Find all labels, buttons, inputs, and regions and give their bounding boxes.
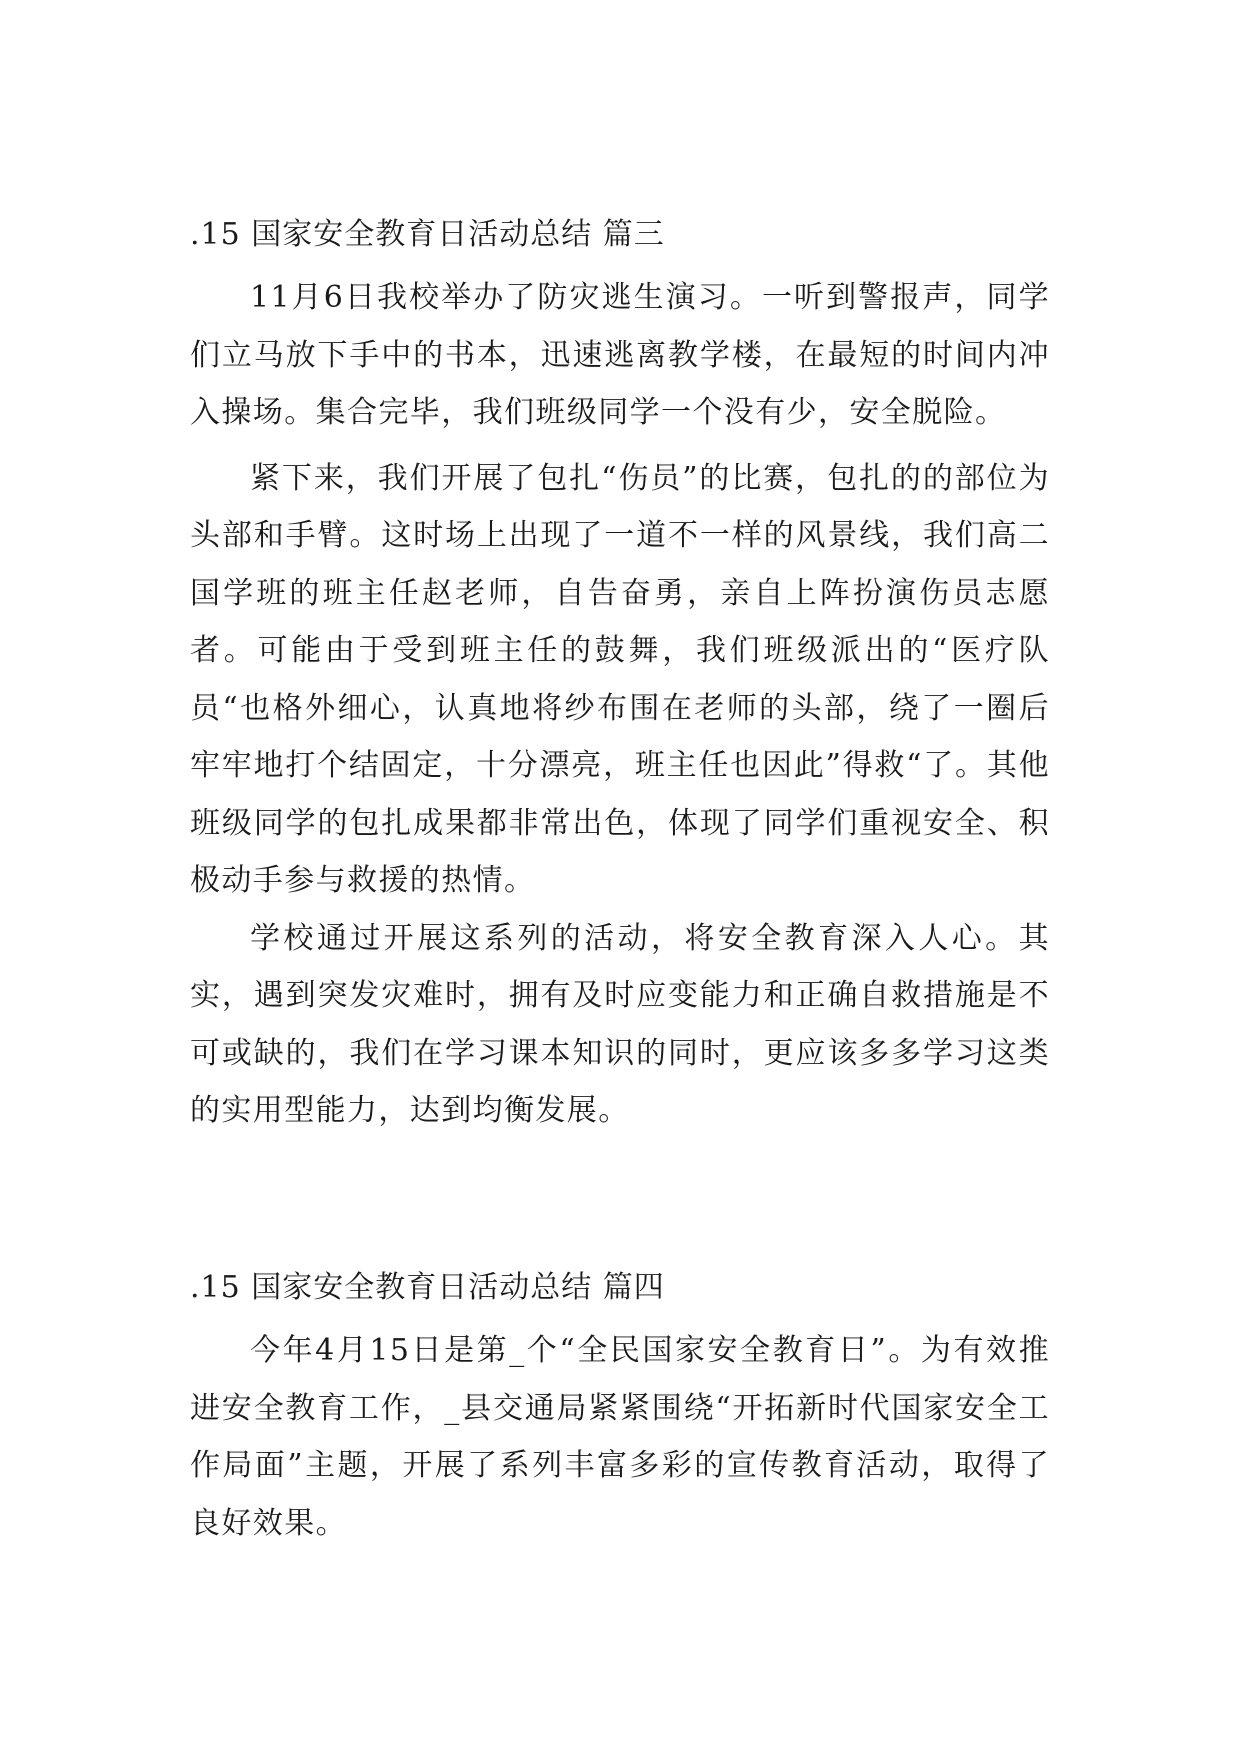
paragraph: 学校通过开展这系列的活动，将安全教育深入人心。其实，遇到突发灾难时，拥有及时应变能力和正确自救措施是不可或缺的，我们在学习课本知识的同时，更应该多多学习这类的实用型能力，达到均衡发展。 xyxy=(190,920,1050,1128)
paragraph: 紧下来，我们开展了包扎“伤员”的比赛，包扎的的部位为头部和手臂。这时场上出现了一道不一样的风景线，我们高二国学班的班主任赵老师，自告奋勇，亲自上阵扮演伤员志愿者。可能由于受到班主任的鼓舞，我们班级派出的“医疗队员“也格外细心，认真地将纱布围在老师的头部，绕了一圈后牢牢地打个结固定，十分漂亮，班主任也因此”得救“了。其他班级同学的包扎成果都非常出色，体现了同学们重视安全、积极动手参与救援的热情。 xyxy=(190,460,1050,898)
paragraph: 11月6日我校举办了防灾逃生演习。一听到警报声，同学们立马放下手中的书本，迅速逃离教学楼，在最短的时间内冲入操场。集合完毕，我们班级同学一个没有少，安全脱险。 xyxy=(190,280,1050,430)
section-part-3 xyxy=(190,215,1050,1140)
section-heading: .15 国家安全教育日活动总结 篇四 xyxy=(190,1270,665,1305)
section-part-4 xyxy=(190,1268,1050,1552)
section-heading: .15 国家安全教育日活动总结 篇三 xyxy=(190,217,665,252)
paragraph: 今年4月15日是第_个“全民国家安全教育日”。为有效推进安全教育工作，_县交通局紧紧围绕“开拓新时代国家安全工作局面”主题，开展了系列丰富多彩的宣传教育活动，取得了良好效果。 xyxy=(190,1333,1050,1541)
